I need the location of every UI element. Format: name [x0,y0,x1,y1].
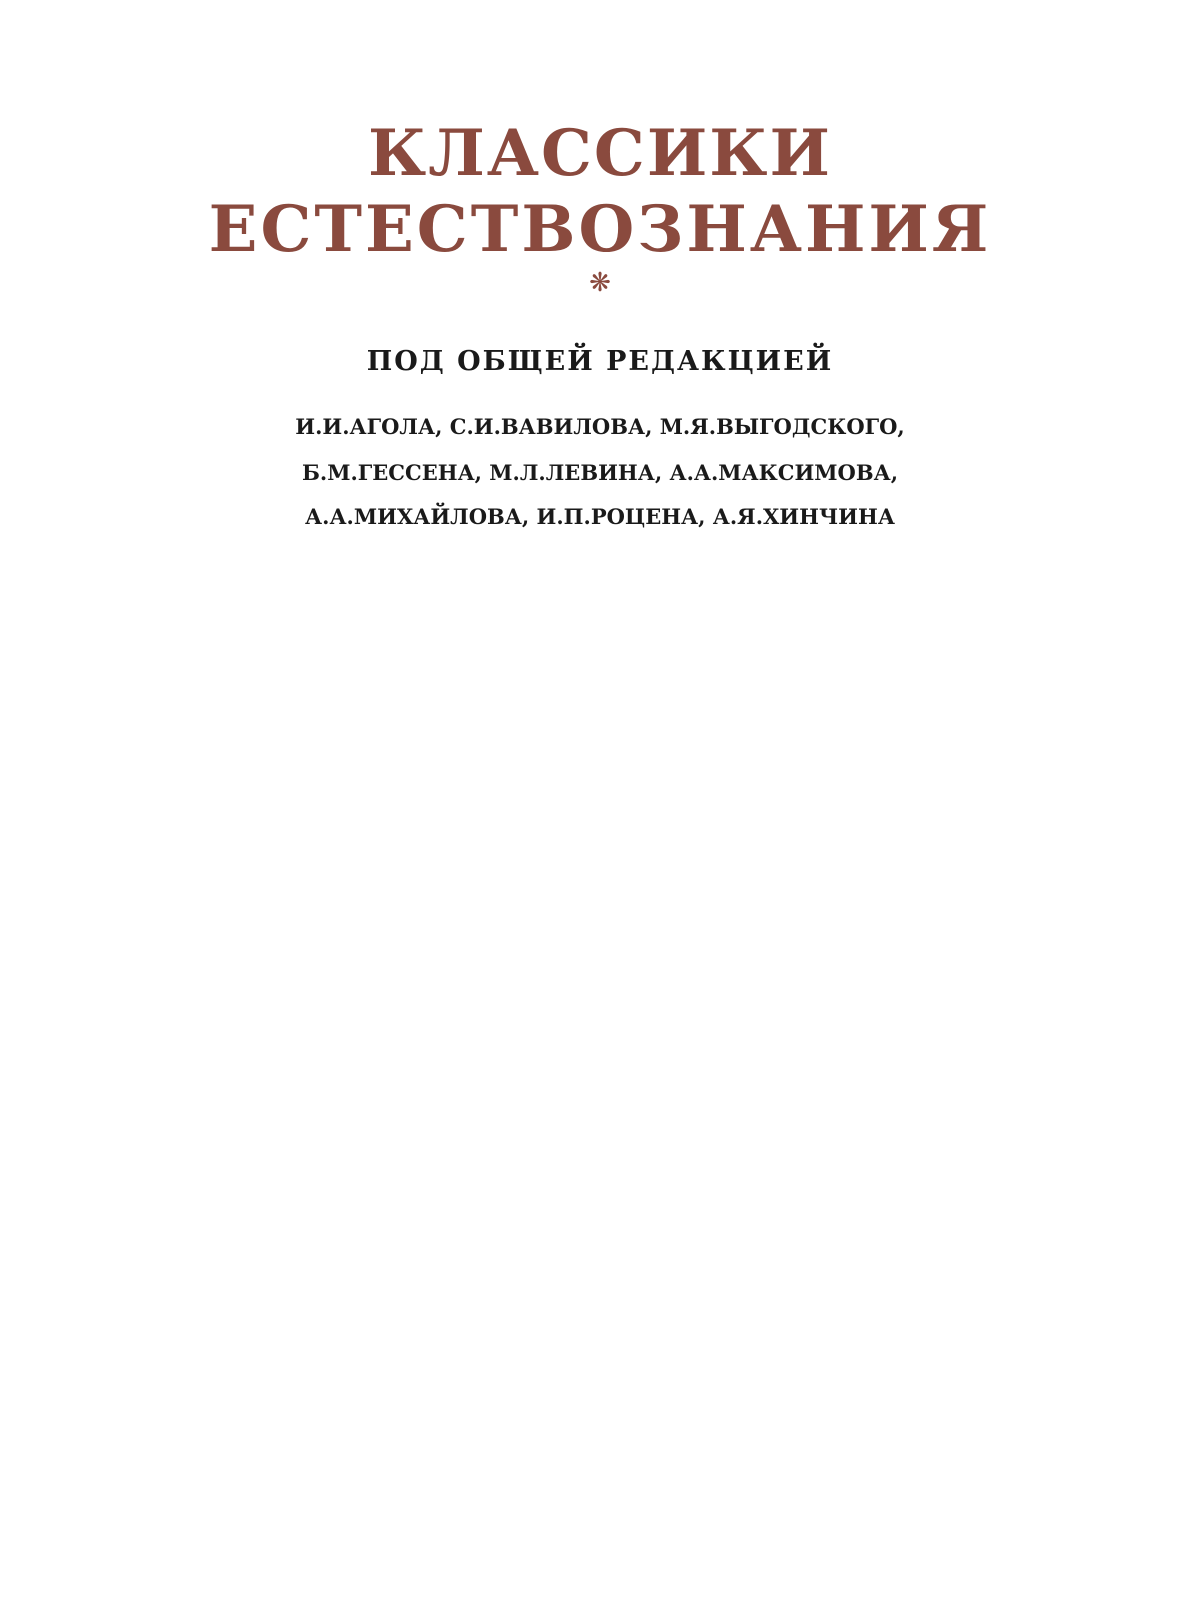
series-title-line-2: ЕСТЕСТВОЗНАНИЯ [208,192,992,267]
editors-line-1: И.И.АГОЛА, С.И.ВАВИЛОВА, М.Я.ВЫГОДСКОГО, [295,414,905,439]
editors-line-2: Б.М.ГЕССЕНА, М.Л.ЛЕВИНА, А.А.МАКСИМОВА, [301,460,899,485]
asterism-ornament: ❋ [589,268,611,298]
editors-line-3: А.А.МИХАЙЛОВА, И.П.РОЦЕНА, А.Я.ХИНЧИНА [305,504,895,529]
series-title-line-1: КЛАССИКИ [368,116,832,191]
editorial-heading: ПОД ОБЩЕЙ РЕДАКЦИЕЙ [366,346,834,377]
